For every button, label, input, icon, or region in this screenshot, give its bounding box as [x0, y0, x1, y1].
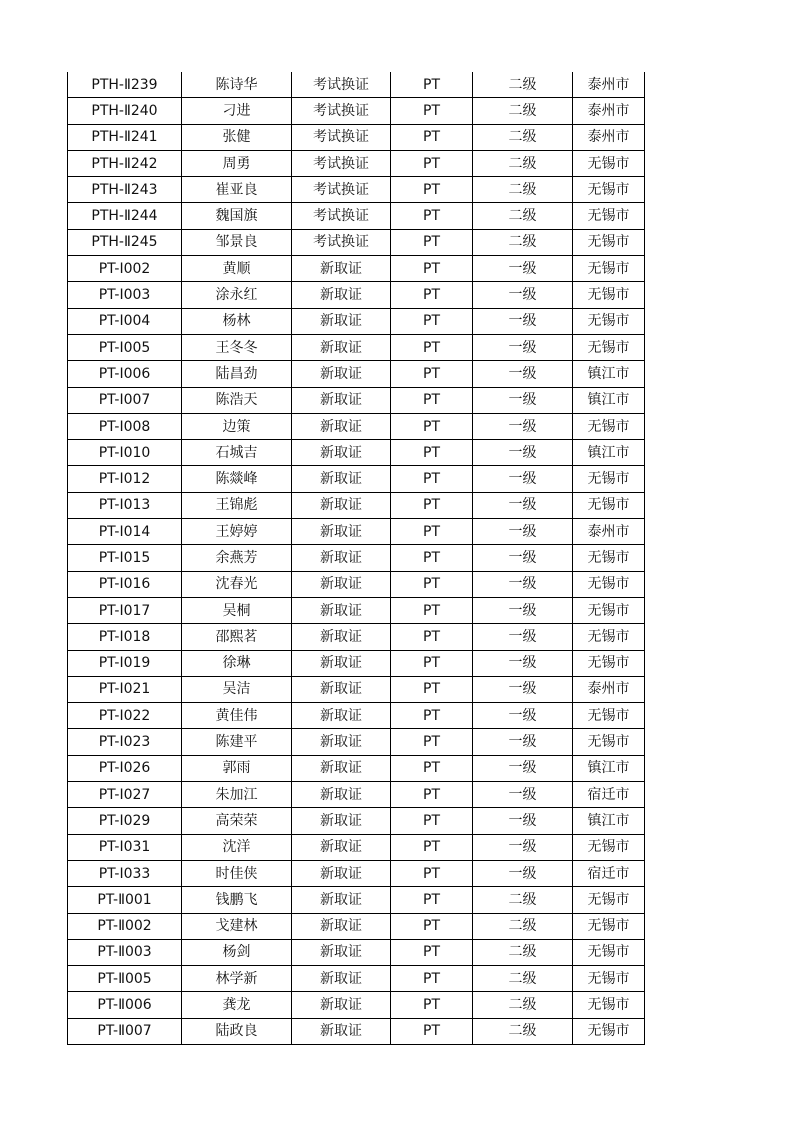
table-row — [68, 361, 645, 387]
level-cell: 二级 — [473, 98, 573, 124]
table-row — [68, 913, 645, 939]
certificate-type-cell: 新取证 — [292, 939, 391, 965]
name-cell: 朱加江 — [182, 782, 292, 808]
name-cell: 余燕芳 — [182, 545, 292, 571]
level-cell: 一级 — [473, 676, 573, 702]
method-cell: PT — [391, 282, 473, 308]
level-cell: 一级 — [473, 703, 573, 729]
certificate-type-cell: 新取证 — [292, 334, 391, 360]
certificate-type-cell: 考试换证 — [292, 203, 391, 229]
certificate-number-cell: PT-Ⅱ001 — [68, 887, 182, 913]
level-cell: 二级 — [473, 124, 573, 150]
name-cell: 陈浩天 — [182, 387, 292, 413]
level-cell: 一级 — [473, 624, 573, 650]
table-row — [68, 571, 645, 597]
level-cell: 一级 — [473, 308, 573, 334]
table-row — [68, 782, 645, 808]
city-cell: 无锡市 — [573, 1018, 645, 1044]
level-cell: 一级 — [473, 571, 573, 597]
certificate-type-cell: 新取证 — [292, 466, 391, 492]
table-row — [68, 282, 645, 308]
method-cell: PT — [391, 992, 473, 1018]
method-cell: PT — [391, 124, 473, 150]
certificate-type-cell: 新取证 — [292, 808, 391, 834]
level-cell: 二级 — [473, 72, 573, 98]
table-row — [68, 703, 645, 729]
certificate-number-cell: PTH-Ⅱ244 — [68, 203, 182, 229]
level-cell: 二级 — [473, 177, 573, 203]
level-cell: 二级 — [473, 913, 573, 939]
city-cell: 无锡市 — [573, 334, 645, 360]
certificate-type-cell: 新取证 — [292, 361, 391, 387]
method-cell: PT — [391, 440, 473, 466]
city-cell: 无锡市 — [573, 992, 645, 1018]
certificate-type-cell: 考试换证 — [292, 177, 391, 203]
method-cell: PT — [391, 703, 473, 729]
name-cell: 徐琳 — [182, 650, 292, 676]
name-cell: 郭雨 — [182, 755, 292, 781]
certificate-number-cell: PT-Ⅰ004 — [68, 308, 182, 334]
certificate-number-cell: PT-Ⅱ005 — [68, 966, 182, 992]
method-cell: PT — [391, 387, 473, 413]
certificate-type-cell: 新取证 — [292, 597, 391, 623]
method-cell: PT — [391, 597, 473, 623]
certificate-type-cell: 考试换证 — [292, 124, 391, 150]
certificate-table — [67, 72, 645, 1045]
method-cell: PT — [391, 966, 473, 992]
table-row — [68, 624, 645, 650]
table-row — [68, 887, 645, 913]
certificate-type-cell: 考试换证 — [292, 72, 391, 98]
certificate-number-cell: PTH-Ⅱ241 — [68, 124, 182, 150]
city-cell: 无锡市 — [573, 308, 645, 334]
certificate-type-cell: 新取证 — [292, 703, 391, 729]
certificate-number-cell: PT-Ⅰ010 — [68, 440, 182, 466]
certificate-number-cell: PTH-Ⅱ243 — [68, 177, 182, 203]
certificate-type-cell: 新取证 — [292, 1018, 391, 1044]
name-cell: 崔亚良 — [182, 177, 292, 203]
level-cell: 一级 — [473, 387, 573, 413]
method-cell: PT — [391, 782, 473, 808]
table-row — [68, 229, 645, 255]
table-row — [68, 492, 645, 518]
name-cell: 时佳侠 — [182, 860, 292, 886]
city-cell: 宿迁市 — [573, 782, 645, 808]
certificate-number-cell: PT-Ⅰ014 — [68, 519, 182, 545]
city-cell: 泰州市 — [573, 72, 645, 98]
certificate-number-cell: PT-Ⅰ026 — [68, 755, 182, 781]
certificate-number-cell: PTH-Ⅱ245 — [68, 229, 182, 255]
method-cell: PT — [391, 571, 473, 597]
method-cell: PT — [391, 177, 473, 203]
city-cell: 无锡市 — [573, 729, 645, 755]
certificate-number-cell: PT-Ⅰ029 — [68, 808, 182, 834]
certificate-type-cell: 新取证 — [292, 413, 391, 439]
city-cell: 无锡市 — [573, 545, 645, 571]
name-cell: 黄顺 — [182, 256, 292, 282]
method-cell: PT — [391, 545, 473, 571]
method-cell: PT — [391, 887, 473, 913]
name-cell: 戈建林 — [182, 913, 292, 939]
level-cell: 一级 — [473, 361, 573, 387]
name-cell: 龚龙 — [182, 992, 292, 1018]
name-cell: 沈春光 — [182, 571, 292, 597]
level-cell: 一级 — [473, 256, 573, 282]
level-cell: 一级 — [473, 545, 573, 571]
city-cell: 无锡市 — [573, 413, 645, 439]
name-cell: 边策 — [182, 413, 292, 439]
city-cell: 无锡市 — [573, 703, 645, 729]
certificate-type-cell: 新取证 — [292, 755, 391, 781]
method-cell: PT — [391, 834, 473, 860]
table-row — [68, 72, 645, 98]
method-cell: PT — [391, 150, 473, 176]
method-cell: PT — [391, 256, 473, 282]
level-cell: 一级 — [473, 334, 573, 360]
level-cell: 一级 — [473, 729, 573, 755]
method-cell: PT — [391, 98, 473, 124]
name-cell: 邹景良 — [182, 229, 292, 255]
method-cell: PT — [391, 650, 473, 676]
level-cell: 一级 — [473, 755, 573, 781]
table-row — [68, 98, 645, 124]
level-cell: 二级 — [473, 1018, 573, 1044]
city-cell: 宿迁市 — [573, 860, 645, 886]
certificate-number-cell: PTH-Ⅱ242 — [68, 150, 182, 176]
city-cell: 镇江市 — [573, 755, 645, 781]
table-row — [68, 1018, 645, 1044]
certificate-number-cell: PT-Ⅰ008 — [68, 413, 182, 439]
certificate-type-cell: 新取证 — [292, 492, 391, 518]
table-row — [68, 203, 645, 229]
certificate-type-cell: 新取证 — [292, 571, 391, 597]
name-cell: 陈燚峰 — [182, 466, 292, 492]
method-cell: PT — [391, 808, 473, 834]
level-cell: 一级 — [473, 519, 573, 545]
certificate-type-cell: 新取证 — [292, 650, 391, 676]
certificate-number-cell: PT-Ⅰ023 — [68, 729, 182, 755]
certificate-number-cell: PT-Ⅰ031 — [68, 834, 182, 860]
method-cell: PT — [391, 229, 473, 255]
city-cell: 镇江市 — [573, 440, 645, 466]
city-cell: 无锡市 — [573, 256, 645, 282]
level-cell: 一级 — [473, 808, 573, 834]
table-row — [68, 834, 645, 860]
method-cell: PT — [391, 72, 473, 98]
city-cell: 无锡市 — [573, 177, 645, 203]
name-cell: 周勇 — [182, 150, 292, 176]
certificate-number-cell: PT-Ⅰ019 — [68, 650, 182, 676]
name-cell: 林学新 — [182, 966, 292, 992]
level-cell: 二级 — [473, 150, 573, 176]
table-row — [68, 545, 645, 571]
certificate-number-cell: PT-Ⅰ018 — [68, 624, 182, 650]
table-row — [68, 440, 645, 466]
certificate-number-cell: PTH-Ⅱ239 — [68, 72, 182, 98]
table-row — [68, 755, 645, 781]
certificate-type-cell: 考试换证 — [292, 98, 391, 124]
level-cell: 二级 — [473, 992, 573, 1018]
method-cell: PT — [391, 860, 473, 886]
certificate-number-cell: PTH-Ⅱ240 — [68, 98, 182, 124]
certificate-number-cell: PT-Ⅱ002 — [68, 913, 182, 939]
city-cell: 镇江市 — [573, 361, 645, 387]
method-cell: PT — [391, 913, 473, 939]
certificate-type-cell: 新取证 — [292, 256, 391, 282]
city-cell: 无锡市 — [573, 229, 645, 255]
certificate-type-cell: 考试换证 — [292, 150, 391, 176]
certificate-type-cell: 考试换证 — [292, 229, 391, 255]
certificate-number-cell: PT-Ⅰ002 — [68, 256, 182, 282]
city-cell: 无锡市 — [573, 282, 645, 308]
table-row — [68, 808, 645, 834]
method-cell: PT — [391, 466, 473, 492]
city-cell: 泰州市 — [573, 98, 645, 124]
method-cell: PT — [391, 413, 473, 439]
city-cell: 无锡市 — [573, 939, 645, 965]
level-cell: 一级 — [473, 466, 573, 492]
certificate-type-cell: 新取证 — [292, 282, 391, 308]
certificate-number-cell: PT-Ⅰ022 — [68, 703, 182, 729]
certificate-number-cell: PT-Ⅰ015 — [68, 545, 182, 571]
name-cell: 高荣荣 — [182, 808, 292, 834]
city-cell: 泰州市 — [573, 519, 645, 545]
name-cell: 魏国旗 — [182, 203, 292, 229]
name-cell: 王婷婷 — [182, 519, 292, 545]
name-cell: 杨林 — [182, 308, 292, 334]
table-row — [68, 256, 645, 282]
certificate-type-cell: 新取证 — [292, 545, 391, 571]
city-cell: 无锡市 — [573, 966, 645, 992]
level-cell: 一级 — [473, 282, 573, 308]
city-cell: 镇江市 — [573, 808, 645, 834]
certificate-number-cell: PT-Ⅰ013 — [68, 492, 182, 518]
certificate-type-cell: 新取证 — [292, 834, 391, 860]
certificate-type-cell: 新取证 — [292, 887, 391, 913]
table-row — [68, 177, 645, 203]
certificate-number-cell: PT-Ⅰ005 — [68, 334, 182, 360]
certificate-type-cell: 新取证 — [292, 966, 391, 992]
certificate-type-cell: 新取证 — [292, 308, 391, 334]
table-row — [68, 334, 645, 360]
name-cell: 张健 — [182, 124, 292, 150]
name-cell: 王锦彪 — [182, 492, 292, 518]
name-cell: 黄佳伟 — [182, 703, 292, 729]
name-cell: 陆政良 — [182, 1018, 292, 1044]
name-cell: 吴洁 — [182, 676, 292, 702]
method-cell: PT — [391, 1018, 473, 1044]
certificate-type-cell: 新取证 — [292, 729, 391, 755]
certificate-type-cell: 新取证 — [292, 913, 391, 939]
certificate-type-cell: 新取证 — [292, 387, 391, 413]
certificate-number-cell: PT-Ⅰ016 — [68, 571, 182, 597]
city-cell: 无锡市 — [573, 571, 645, 597]
city-cell: 无锡市 — [573, 624, 645, 650]
certificate-type-cell: 新取证 — [292, 440, 391, 466]
name-cell: 邵熙茗 — [182, 624, 292, 650]
name-cell: 钱鹏飞 — [182, 887, 292, 913]
city-cell: 无锡市 — [573, 150, 645, 176]
method-cell: PT — [391, 755, 473, 781]
table-row — [68, 992, 645, 1018]
table-row — [68, 860, 645, 886]
certificate-number-cell: PT-Ⅰ006 — [68, 361, 182, 387]
certificate-number-cell: PT-Ⅱ007 — [68, 1018, 182, 1044]
certificate-number-cell: PT-Ⅰ003 — [68, 282, 182, 308]
city-cell: 无锡市 — [573, 913, 645, 939]
name-cell: 吴桐 — [182, 597, 292, 623]
level-cell: 一级 — [473, 782, 573, 808]
level-cell: 二级 — [473, 966, 573, 992]
certificate-type-cell: 新取证 — [292, 782, 391, 808]
level-cell: 一级 — [473, 650, 573, 676]
method-cell: PT — [391, 519, 473, 545]
method-cell: PT — [391, 203, 473, 229]
table-row — [68, 966, 645, 992]
table-row — [68, 124, 645, 150]
city-cell: 无锡市 — [573, 466, 645, 492]
city-cell: 无锡市 — [573, 887, 645, 913]
certificate-number-cell: PT-Ⅱ003 — [68, 939, 182, 965]
method-cell: PT — [391, 334, 473, 360]
city-cell: 泰州市 — [573, 124, 645, 150]
certificate-number-cell: PT-Ⅰ027 — [68, 782, 182, 808]
table-row — [68, 650, 645, 676]
method-cell: PT — [391, 676, 473, 702]
level-cell: 一级 — [473, 834, 573, 860]
table-row — [68, 150, 645, 176]
table-row — [68, 939, 645, 965]
level-cell: 二级 — [473, 203, 573, 229]
certificate-number-cell: PT-Ⅰ017 — [68, 597, 182, 623]
name-cell: 涂永红 — [182, 282, 292, 308]
method-cell: PT — [391, 308, 473, 334]
table-body — [68, 72, 645, 1044]
method-cell: PT — [391, 361, 473, 387]
level-cell: 一级 — [473, 413, 573, 439]
city-cell: 无锡市 — [573, 492, 645, 518]
certificate-type-cell: 新取证 — [292, 992, 391, 1018]
certificate-number-cell: PT-Ⅰ033 — [68, 860, 182, 886]
method-cell: PT — [391, 624, 473, 650]
table-row — [68, 308, 645, 334]
city-cell: 无锡市 — [573, 834, 645, 860]
table-row — [68, 519, 645, 545]
name-cell: 王冬冬 — [182, 334, 292, 360]
certificate-number-cell: PT-Ⅰ007 — [68, 387, 182, 413]
certificate-type-cell: 新取证 — [292, 676, 391, 702]
method-cell: PT — [391, 492, 473, 518]
certificate-type-cell: 新取证 — [292, 860, 391, 886]
table-row — [68, 597, 645, 623]
level-cell: 一级 — [473, 860, 573, 886]
name-cell: 石城吉 — [182, 440, 292, 466]
level-cell: 一级 — [473, 440, 573, 466]
city-cell: 无锡市 — [573, 203, 645, 229]
city-cell: 无锡市 — [573, 650, 645, 676]
table-row — [68, 413, 645, 439]
certificate-type-cell: 新取证 — [292, 624, 391, 650]
table-row — [68, 387, 645, 413]
certificate-number-cell: PT-Ⅰ021 — [68, 676, 182, 702]
name-cell: 陈建平 — [182, 729, 292, 755]
table-row — [68, 466, 645, 492]
level-cell: 二级 — [473, 229, 573, 255]
table-row — [68, 676, 645, 702]
name-cell: 刁进 — [182, 98, 292, 124]
name-cell: 沈洋 — [182, 834, 292, 860]
method-cell: PT — [391, 939, 473, 965]
certificate-number-cell: PT-Ⅰ012 — [68, 466, 182, 492]
level-cell: 二级 — [473, 939, 573, 965]
table-row — [68, 729, 645, 755]
level-cell: 一级 — [473, 597, 573, 623]
name-cell: 陈诗华 — [182, 72, 292, 98]
city-cell: 泰州市 — [573, 676, 645, 702]
certificate-number-cell: PT-Ⅱ006 — [68, 992, 182, 1018]
city-cell: 镇江市 — [573, 387, 645, 413]
method-cell: PT — [391, 729, 473, 755]
level-cell: 二级 — [473, 887, 573, 913]
city-cell: 无锡市 — [573, 597, 645, 623]
level-cell: 一级 — [473, 492, 573, 518]
certificate-type-cell: 新取证 — [292, 519, 391, 545]
name-cell: 杨剑 — [182, 939, 292, 965]
name-cell: 陆昌劲 — [182, 361, 292, 387]
